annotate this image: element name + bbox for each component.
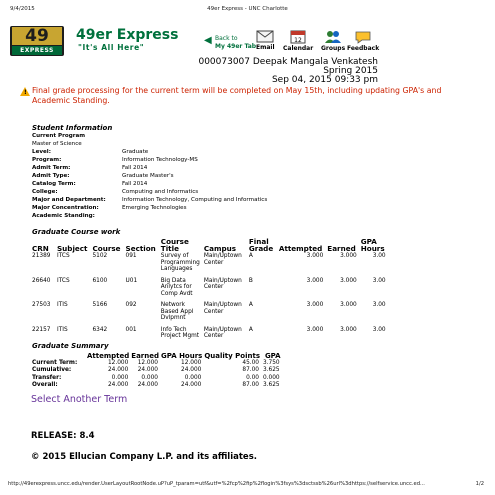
copyright: © 2015 Ellucian Company L.P. and its affiliates. <box>31 452 257 462</box>
nav-email[interactable] <box>256 30 275 51</box>
graduate-course-work-title: Graduate Course work <box>32 228 121 236</box>
print-title: 49er Express - UNC Charlotte <box>207 6 288 12</box>
nav-email-label: Email <box>256 44 275 51</box>
back-line-2: My 49er Tab <box>215 43 257 50</box>
major-department-value: Information Technology, Computing and Informatics <box>122 197 268 203</box>
course-crn: 22157 <box>32 326 51 333</box>
summary-row <box>30 375 282 382</box>
calendar-icon <box>290 30 306 44</box>
student-information-title: Student Information <box>32 124 113 132</box>
course-number: 6342 <box>92 326 108 333</box>
back-arrow-icon: ◀ <box>204 35 212 46</box>
nav-groups[interactable] <box>321 30 345 52</box>
major-department-label: Major and Department: <box>32 197 106 203</box>
back-line-1: Back to <box>215 35 238 42</box>
course-campus: Main/Uptown Center <box>203 277 242 290</box>
summary-gpa: 0.000 <box>262 374 280 381</box>
academic-standing-label: Academic Standing: <box>32 213 95 219</box>
graduate-summary-title: Graduate Summary <box>32 342 109 350</box>
college-value: Computing and Informatics <box>122 189 199 195</box>
course-crn: 26640 <box>32 277 51 284</box>
course-section: U01 <box>125 277 138 284</box>
col-course: Course <box>92 244 121 253</box>
course-attempted: 3.000 <box>306 302 324 308</box>
nav-calendar[interactable] <box>283 30 313 52</box>
course-earned: 3.000 <box>340 277 357 284</box>
col-earned: Earned <box>327 244 356 253</box>
admit-term-value: Fall 2014 <box>122 165 148 171</box>
course-subject: ITIS <box>57 326 68 333</box>
banner <box>8 24 495 56</box>
release-version: RELEASE: 8.4 <box>31 431 95 441</box>
course-gpa-hours: 3.00 <box>372 326 386 333</box>
grade-processing-alert: Final grade processing for the current term will be completed on May 15th, including updating GPA's and Academic Standing. <box>32 86 442 105</box>
col-summary-gpa: GPA <box>264 352 281 360</box>
course-earned: 3.000 <box>340 326 357 333</box>
current-datetime: Sep 04, 2015 09:33 pm <box>271 75 378 85</box>
program-value: Information Technology-MS <box>122 157 198 163</box>
course-number: 5102 <box>92 253 108 259</box>
col-summary-earned: Earned <box>131 352 159 360</box>
nav-calendar-label: Calendar <box>283 45 314 52</box>
site-title: 49er Express <box>76 27 179 43</box>
summary-row <box>30 360 282 367</box>
summary-quality-points: 45.00 <box>242 360 259 366</box>
student-name-id: 000073007 Deepak Mangala Venkatesh <box>198 57 378 67</box>
svg-text:12: 12 <box>294 37 302 44</box>
course-grade: A <box>248 253 253 259</box>
summary-gpa-hours: 24.000 <box>181 367 202 374</box>
summary-gpa-hours: 12.000 <box>181 360 202 366</box>
course-campus: Main/Uptown Center <box>203 302 242 315</box>
course-gpa-hours: 3.00 <box>372 277 386 284</box>
page-number: 1/2 <box>475 481 484 487</box>
course-gpa-hours: 3.00 <box>372 302 386 308</box>
page-url: http://49erexpress.uncc.edu/render.UserLayoutRootNode.uP?uP_tparam=utf&utf=%2fcp%2fip%2flogin%3fsys%3dsctssb%26url%3dhttps://selfservice.uncc.ed... <box>8 481 425 487</box>
nav-feedback-label: Feedback <box>347 45 380 52</box>
level-label: Level: <box>32 149 51 155</box>
current-program-value: Master of Science <box>32 141 82 147</box>
course-row <box>30 302 388 322</box>
course-attempted: 3.000 <box>306 277 324 284</box>
summary-attempted: 24.000 <box>107 382 129 389</box>
print-header <box>0 6 495 16</box>
course-attempted: 3.000 <box>306 253 324 259</box>
level-value: Graduate <box>122 149 149 155</box>
nav-groups-label: Groups <box>321 45 346 52</box>
logo-number: 49 <box>12 27 62 45</box>
summary-row <box>30 367 282 374</box>
course-row <box>30 278 388 298</box>
summary-gpa-hours: 0.000 <box>184 374 202 381</box>
program-label: Program: <box>32 157 62 163</box>
admit-term-label: Admit Term: <box>32 165 71 171</box>
admit-type-label: Admit Type: <box>32 173 70 179</box>
course-title: Info Tech Project Mgmt <box>160 326 200 339</box>
col-section: Section <box>125 244 156 253</box>
col-final-grade: Final Grade <box>248 237 274 253</box>
summary-row <box>30 382 282 389</box>
col-gpa-hours: GPA Hours <box>360 237 385 253</box>
course-crn: 21389 <box>32 253 51 259</box>
summary-attempted: 24.000 <box>107 367 129 374</box>
summary-quality-points: 87.00 <box>242 382 259 389</box>
catalog-term-value: Fall 2014 <box>122 181 148 187</box>
admit-type-value: Graduate Master's <box>122 173 174 179</box>
summary-gpa: 3.625 <box>262 367 280 374</box>
email-icon <box>256 30 274 43</box>
college-label: College: <box>32 189 58 195</box>
summary-earned: 12.000 <box>137 360 158 366</box>
course-row <box>30 253 388 273</box>
course-crn: 27503 <box>32 302 51 308</box>
summary-attempted: 0.000 <box>111 374 129 381</box>
major-concentration-value: Emerging Technologies <box>122 205 187 211</box>
course-subject: ITIS <box>57 302 68 308</box>
col-campus: Campus <box>203 244 237 253</box>
course-earned: 3.000 <box>340 302 357 308</box>
summary-earned: 24.000 <box>137 367 158 374</box>
summary-quality-points: 0.00 <box>246 374 259 381</box>
course-campus: Main/Uptown Center <box>203 326 242 339</box>
course-subject: ITCS <box>57 253 70 259</box>
summary-quality-points: 87.00 <box>242 367 259 374</box>
course-section: 001 <box>125 326 137 333</box>
logo-word: EXPRESS <box>12 46 62 55</box>
summary-gpa: 3.625 <box>262 382 280 389</box>
col-attempted: Attempted <box>278 244 323 253</box>
summary-label: Transfer: <box>32 374 62 381</box>
course-grade: A <box>248 326 253 333</box>
49er-express-logo[interactable] <box>10 26 64 56</box>
nav-feedback[interactable] <box>347 30 379 52</box>
course-work-header-row <box>30 238 388 253</box>
course-campus: Main/Uptown Center <box>203 253 242 266</box>
col-subject: Subject <box>57 244 88 253</box>
course-grade: B <box>248 277 253 284</box>
col-summary-gpa-hours: GPA Hours <box>160 352 203 360</box>
warning-icon: ! <box>20 87 30 96</box>
major-concentration-label: Major Concentration: <box>32 205 99 211</box>
summary-earned: 24.000 <box>137 382 158 389</box>
course-subject: ITCS <box>57 277 70 284</box>
summary-attempted: 12.000 <box>107 360 129 366</box>
course-attempted: 3.000 <box>306 326 324 333</box>
summary-label: Overall: <box>32 382 58 389</box>
summary-label: Cumulative: <box>32 367 72 374</box>
course-row <box>30 327 388 340</box>
course-title: Big Data Anlytcs for Comp Avdt <box>160 277 193 297</box>
feedback-icon <box>354 30 372 44</box>
course-section: 092 <box>125 302 137 308</box>
select-another-term-link[interactable]: Select Another Term <box>31 394 128 405</box>
course-number: 5166 <box>92 302 108 308</box>
course-title: Network Based Appl Dvlpmnt <box>160 302 194 321</box>
course-earned: 3.000 <box>340 253 357 259</box>
course-gpa-hours: 3.00 <box>372 253 386 259</box>
summary-header-row <box>30 352 282 360</box>
graduate-summary-table <box>30 352 282 390</box>
groups-icon <box>324 30 342 44</box>
col-course-title: Course Title <box>160 237 189 253</box>
summary-gpa: 3.750 <box>262 360 280 366</box>
col-crn: CRN <box>32 244 49 253</box>
current-program-label: Current Program <box>32 133 86 139</box>
site-tagline: "It's All Here" <box>78 43 145 52</box>
course-grade: A <box>248 302 253 308</box>
print-date: 9/4/2015 <box>10 6 35 12</box>
catalog-term-label: Catalog Term: <box>32 181 76 187</box>
col-summary-quality-points: Quality Points <box>204 352 260 360</box>
course-title: Survey of Programming Languages <box>160 253 200 272</box>
col-summary-attempted: Attempted <box>87 352 130 360</box>
course-section: 091 <box>125 253 137 259</box>
course-number: 6100 <box>92 277 108 284</box>
summary-earned: 0.000 <box>141 374 158 381</box>
current-term: Spring 2015 <box>323 66 378 76</box>
summary-label: Current Term: <box>32 360 78 366</box>
course-work-table <box>30 238 388 340</box>
summary-gpa-hours: 24.000 <box>181 382 202 389</box>
